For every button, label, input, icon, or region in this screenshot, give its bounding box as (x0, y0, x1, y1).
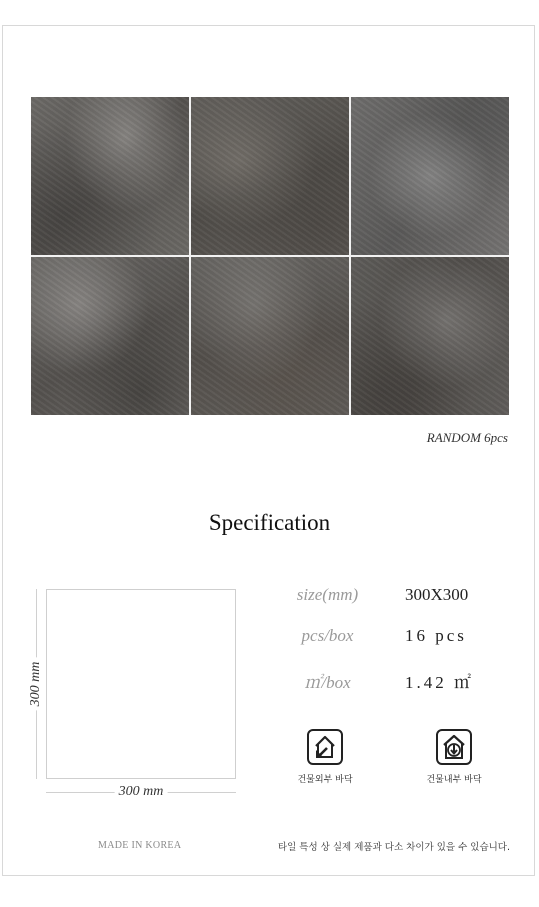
tile-1 (31, 97, 189, 255)
spec-label: ㎡/box (304, 673, 351, 692)
spec-value: 16 pcs (405, 626, 467, 645)
exterior-floor-caption: 건물외부 바닥 (297, 775, 353, 785)
width-dimension-label: 300 mm (115, 784, 168, 800)
spec-row-area (270, 668, 520, 696)
tile-2 (191, 97, 349, 255)
tile-size-outline (46, 589, 236, 779)
spec-row-pcs (270, 626, 520, 654)
interior-floor-caption: 건물내부 바닥 (426, 775, 482, 785)
spec-title: Specification (208, 510, 331, 535)
pattern-caption: RANDOM 6pcs (426, 430, 508, 445)
made-in-label: MADE IN KOREA (98, 840, 182, 851)
tile-5 (191, 257, 349, 415)
exterior-floor-icon (307, 729, 343, 765)
tile-pattern-image (31, 97, 509, 415)
disclaimer-text: 타일 특성 상 실제 제품과 다소 차이가 있을 수 있습니다. (277, 842, 510, 853)
height-dimension-label: 300 mm (28, 658, 44, 711)
spec-label: pcs/box (301, 626, 354, 645)
spec-row-size (270, 585, 520, 613)
spec-value: 300X300 (405, 585, 469, 604)
interior-floor-icon (436, 729, 472, 765)
spec-label: size(mm) (296, 585, 359, 604)
tile-6 (351, 257, 509, 415)
tile-4 (31, 257, 189, 415)
spec-value: 1.42 ㎡ (405, 673, 474, 692)
tile-3 (351, 97, 509, 255)
